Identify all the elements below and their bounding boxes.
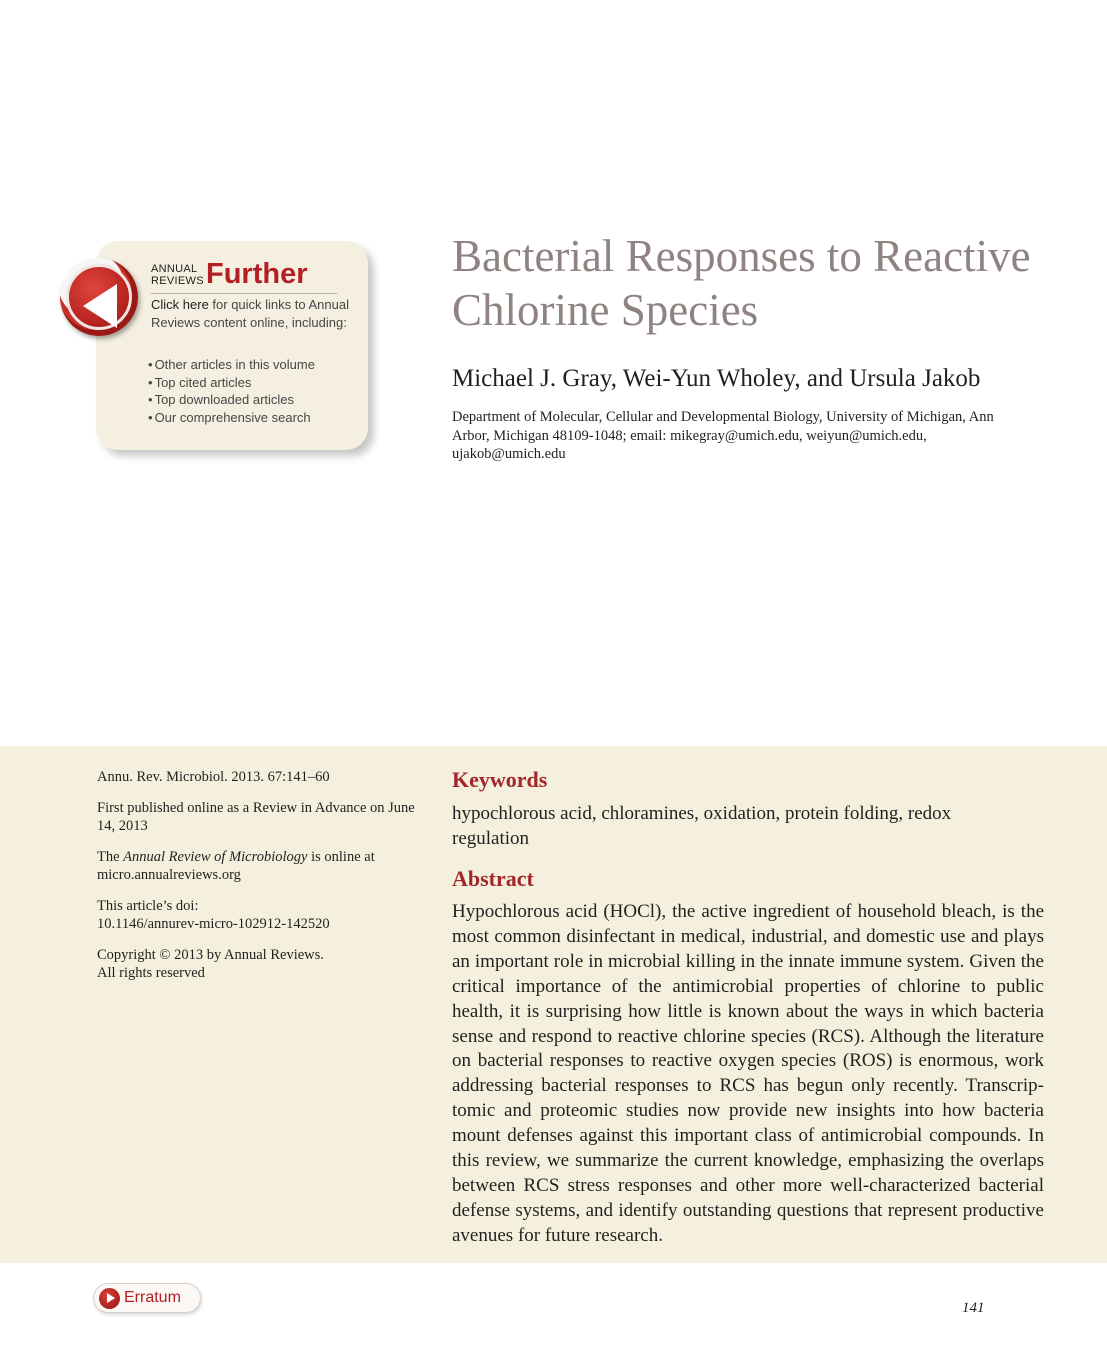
online-prefix: The — [97, 848, 124, 865]
back-arrow-badge-icon[interactable] — [60, 258, 138, 336]
article-affiliation: Department of Molecular, Cellular and Developmental Biology, University of Michigan, Ann Arbor, Michigan 48109-1048; email: mikegray@umich.edu, weiyun@umich.edu, ujakob@umich.edu — [452, 409, 994, 462]
erratum-label: Erratum — [124, 1289, 181, 1306]
play-icon — [99, 1288, 120, 1309]
click-here-text: for quick links to Annual Reviews content online, including: — [151, 297, 349, 330]
online-suffix: is online at micro.annualreviews.org — [97, 848, 375, 883]
rights: All rights reserved — [97, 965, 205, 981]
copyright: Copyright © 2013 by Annual Reviews. — [97, 946, 324, 963]
erratum-button[interactable] — [93, 1283, 201, 1313]
doi-label: This article’s doi: — [97, 897, 199, 914]
brand-reviews: REVIEWS — [151, 275, 204, 287]
published-date: First published online as a Review in Advance on June 14, 2013 — [97, 799, 415, 834]
journal-name: Annual Review of Microbiology — [123, 848, 308, 865]
article-info-sidebar — [97, 768, 417, 995]
further-link-top-cited[interactable]: • Top cited articles — [148, 374, 315, 392]
left-arrow-icon — [83, 284, 117, 328]
badge-disc — [66, 264, 132, 330]
abstract-text: Hypochlorous acid (HOCl), the active ingredient of household bleach, is the most common disinfectant in medical, industrial, and domestic use and plays an important role in microbial killing in the innate immune system. Given the critical importance of the antimicrobial properties of chlorine to public health, it is surprising how little is known about the ways in which bacteria sense and respond to reactive chlorine species (RCS). Although the literature on bacterial responses to reactive oxygen species (ROS) is enormous, work addressing bacterial responses to RCS has begun only recently. Transcriptomic and proteomic studies now provide new insights into how bacteria mount defenses against this important class of antimicrobial compounds. In this review, we summarize the current knowledge, emphasizing the overlaps between RCS stress responses and other more well-characterized bacterial defense systems, and identify outstanding questions that represent productive avenues for future research. — [452, 901, 1044, 1246]
further-link-search[interactable]: • Our comprehensive search — [148, 409, 315, 427]
keywords-text: hypochlorous acid, chloramines, oxidation, protein folding, redox regulation — [452, 803, 952, 849]
article-authors: Michael J. Gray, Wei-Yun Wholey, and Ursula Jakob — [452, 365, 981, 392]
further-link-top-downloaded[interactable]: • Top downloaded articles — [148, 391, 315, 409]
doi-value[interactable]: 10.1146/annurev-micro-102912-142520 — [97, 916, 330, 932]
further-links-list — [148, 356, 315, 426]
online-location — [97, 848, 417, 885]
click-here-link[interactable]: Click here — [151, 297, 209, 312]
further-link-other-articles[interactable]: • Other articles in this volume — [148, 356, 315, 374]
doi-block — [97, 897, 417, 934]
further-title: Further — [206, 258, 308, 290]
keywords-heading: Keywords — [452, 767, 548, 792]
annual-reviews-logo-text — [151, 263, 204, 287]
further-description — [151, 296, 351, 331]
page-number: 141 — [962, 1300, 985, 1316]
citation: Annu. Rev. Microbiol. 2013. 67:141–60 — [97, 769, 330, 785]
brand-annual: ANNUAL — [151, 263, 198, 275]
further-divider — [151, 293, 337, 294]
abstract-heading: Abstract — [452, 866, 534, 891]
copyright-block — [97, 946, 417, 983]
article-title: Bacterial Responses to Reactive Chlorine Species — [452, 231, 1031, 335]
